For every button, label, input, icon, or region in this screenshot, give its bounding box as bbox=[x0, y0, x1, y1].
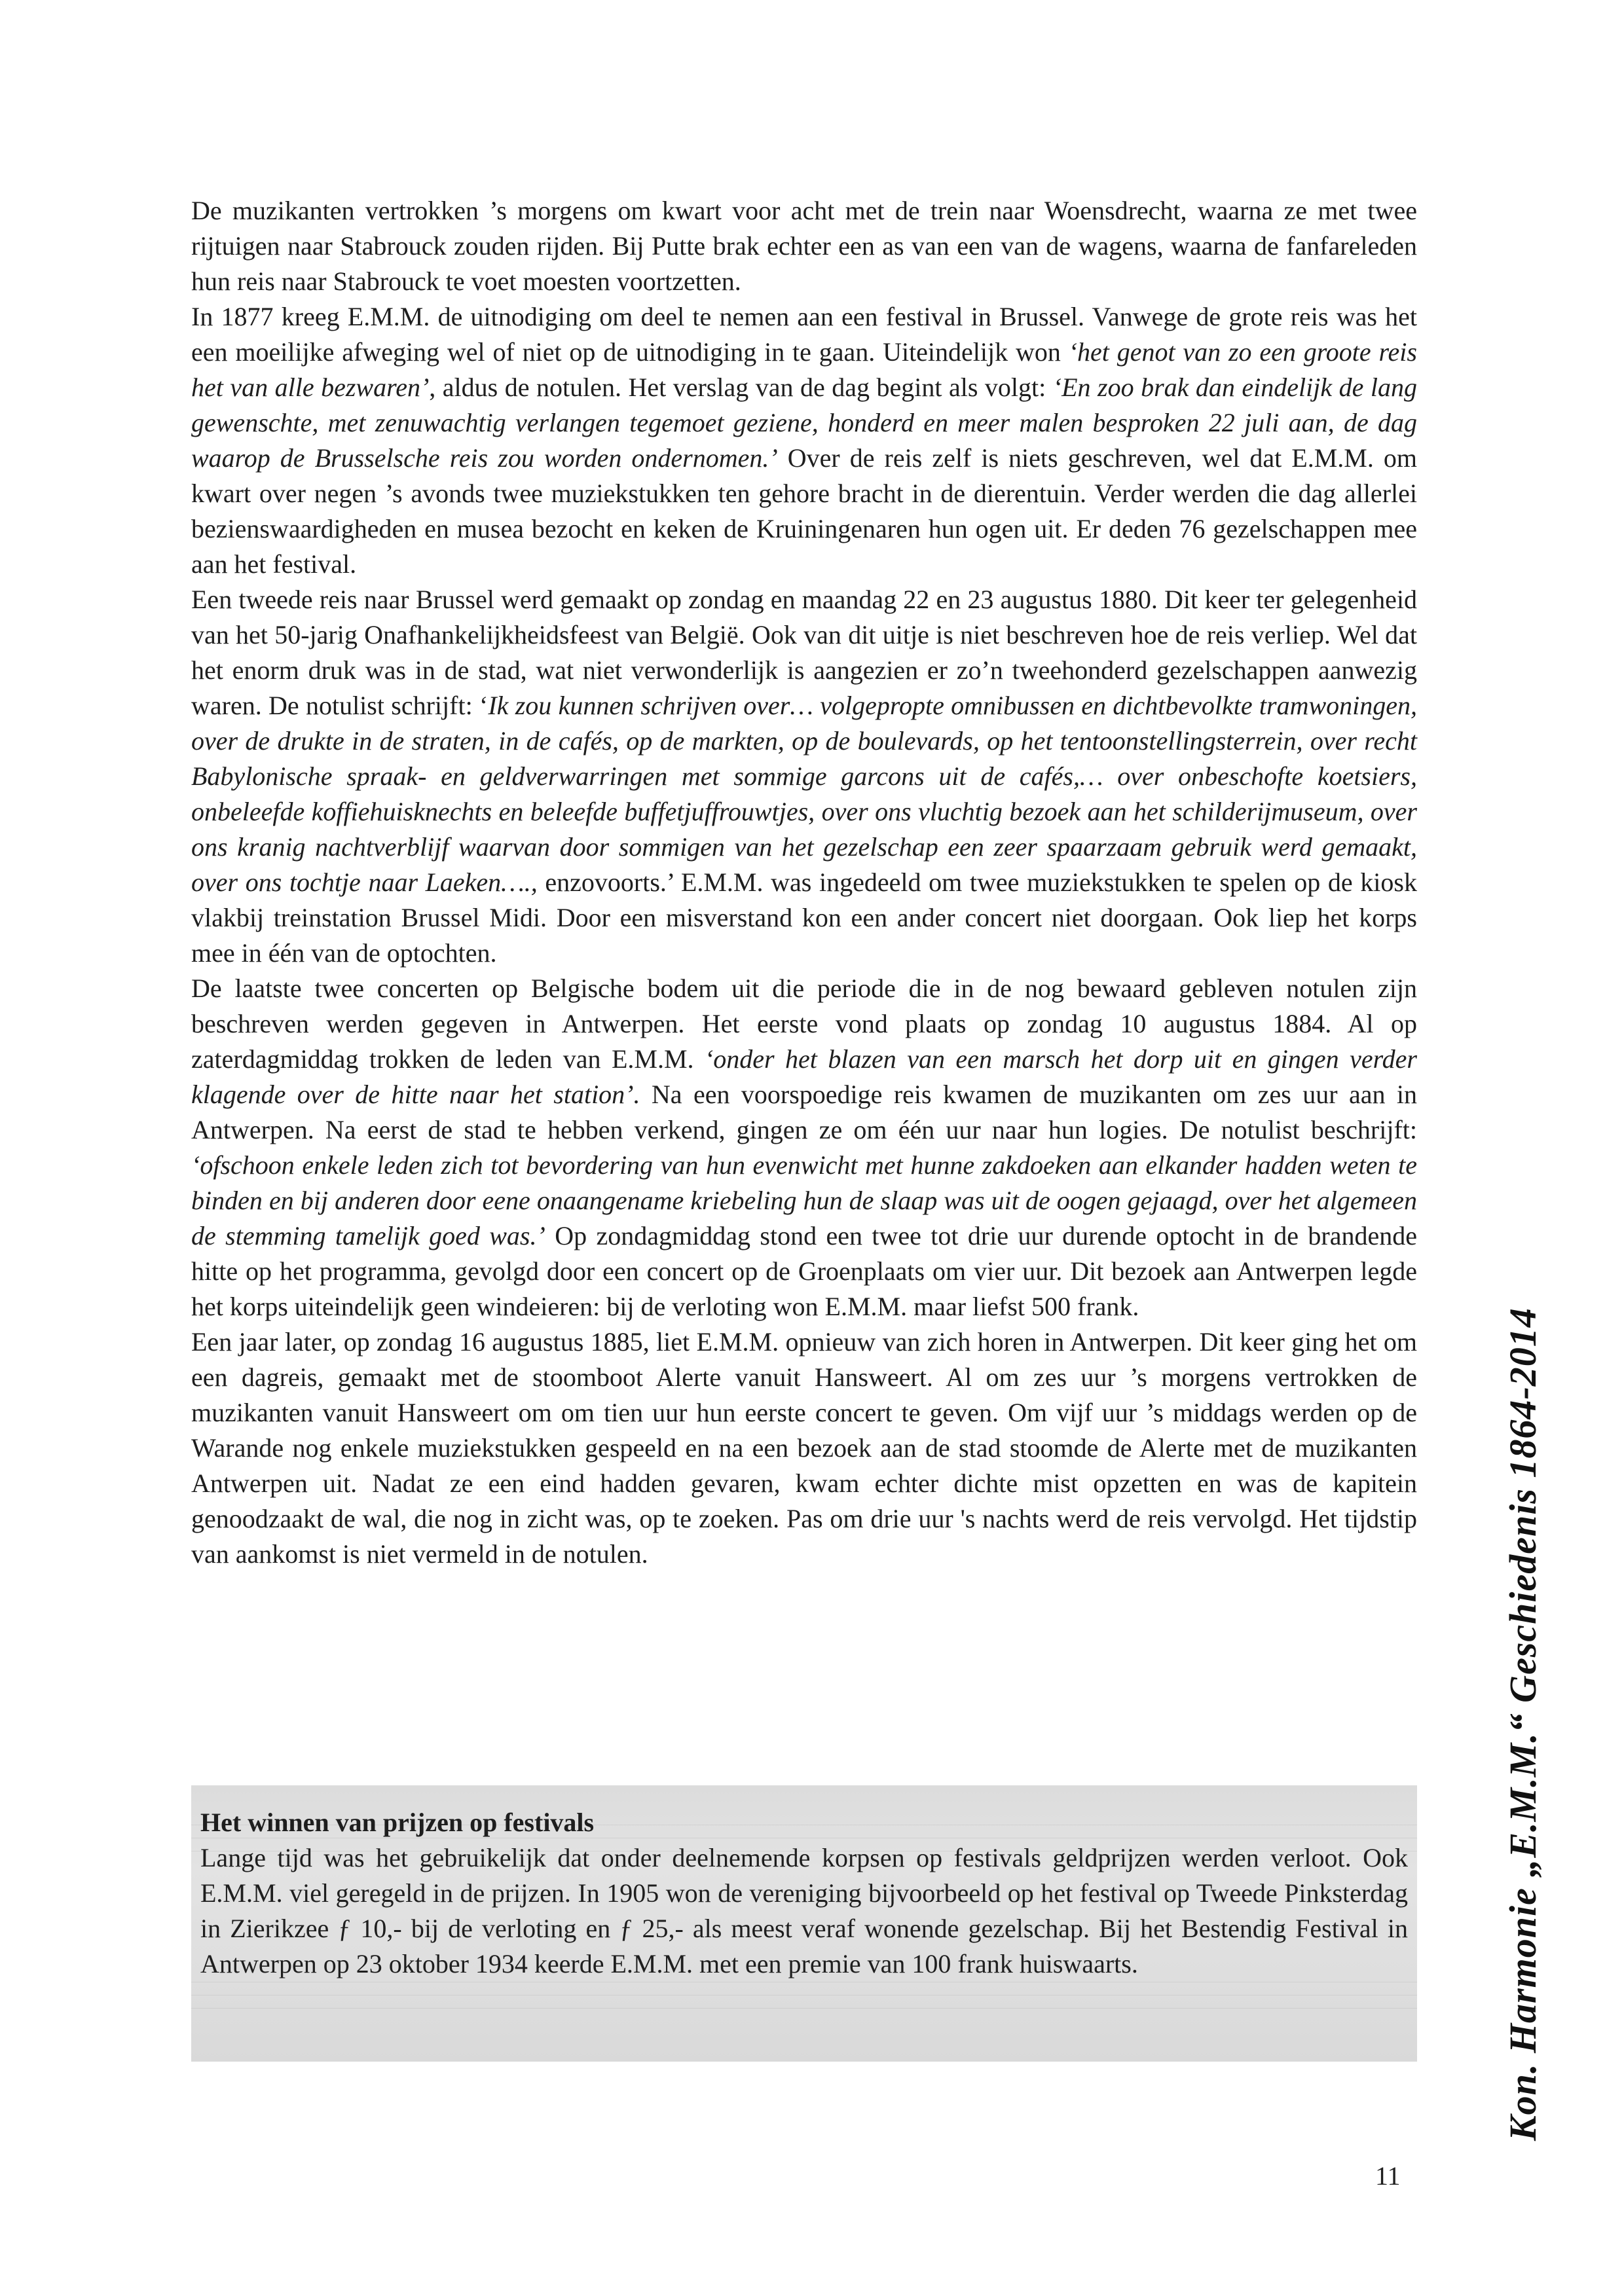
paragraph-4-text-2: Na een voorspoedige reis kwamen de muzikanten om zes uur aan in Antwerpen. Na eerst de stad te hebben verkend, gingen ze om één uur naar hun logies. De notulist beschrijft: bbox=[191, 1080, 1417, 1144]
paragraph-4-quote-1: ‘onder het blazen van een marsch het dorp uit en gingen verder klagende over de hitte naar het station’. bbox=[191, 1044, 1417, 1109]
paragraph-3 bbox=[191, 582, 1417, 971]
paragraph-4-quote-2: ‘ofschoon enkele leden zich tot bevordering van hun evenwicht met hunne zakdoeken aan elkander hadden weten te binden en bij anderen door eene onaangename kriebeling hun de slaap was uit de oogen gejaagd, over het algemeen de stemming tamelijk goed was.’ bbox=[191, 1150, 1417, 1250]
paragraph-3-text-1: Een tweede reis naar Brussel werd gemaakt op zondag en maandag 22 en 23 augustus 1880. Dit keer ter gelegenheid van het 50-jarig Onafhankelijkheidsfeest van België. Ook van dit uitje is niet beschreven hoe de reis verliep. Wel dat het enorm druk was in de stad, wat niet verwonderlijk is aangezien er zo’n tweehonderd gezelschappen aanwezig waren. De notulist schrijft: ‘ bbox=[191, 585, 1417, 720]
paragraph-3-text-2: enzovoorts.’ E.M.M. was ingedeeld om twee muziekstukken te spelen op de kiosk vlakbij treinstation Brussel Midi. Door een misverstand kon een ander concert niet doorgaan. Ook liep het korps mee in één van de optochten. bbox=[191, 867, 1417, 968]
paragraph-2-quote-1: ‘het genot van zo een groote reis het van alle bezwaren’ bbox=[191, 337, 1417, 402]
paragraph-2 bbox=[191, 299, 1417, 582]
sidebar-text: Lange tijd was het gebruikelijk dat onder deelnemende korpsen op festivals geldprijzen werden verloot. Ook E.M.M. viel geregeld in de prijzen. In 1905 won de vereniging bijvoorbeeld op het festival op Tweede Pinksterdag in Zierikzee ƒ 10,- bij de verloting en ƒ 25,- als meest veraf wonende gezelschap. Bij het Bestendig Festival in Antwerpen op 23 oktober 1934 keerde E.M.M. met een premie van 100 frank huiswaarts. bbox=[200, 1843, 1408, 1978]
paragraph-5: Een jaar later, op zondag 16 augustus 1885, liet E.M.M. opnieuw van zich horen in Antwerpen. Dit keer ging het om een dagreis, gemaakt met de stoomboot Alerte vanuit Hansweert. Al om zes uur ’s morgens vertrokken de muzikanten vanuit Hansweert om om tien uur hun eerste concert te geven. Om vijf uur ’s middags werden op de Warande nog enkele muziekstukken gespeeld en na een bezoek aan de stad stoomde de Alerte met de muzikanten Antwerpen uit. Nadat ze een eind hadden gevaren, kwam echter dichte mist opzetten en was de kapitein genoodzaakt de wal, die nog in zicht was, op te zoeken. Pas om drie uur 's nachts werd de reis vervolgd. Het tijdstip van aankomst is niet vermeld in de notulen. bbox=[191, 1327, 1417, 1569]
paragraph-1: De muzikanten vertrokken ’s morgens om kwart voor acht met de trein naar Woensdrecht, waarna ze met twee rijtuigen naar Stabrouck zouden rijden. Bij Putte brak echter een as van een van de wagens, waarna de fanfareleden hun reis naar Stabrouck te voet moesten voortzetten. bbox=[191, 196, 1417, 296]
paragraph-2-quote-2: ‘En zoo brak dan eindelijk de lang gewenschte, met zenuwachtig verlangen tegemoet geziene, honderd en meer malen besproken 22 juli aan, de dag waarop de Brusselsche reis zou worden ondernomen.’ bbox=[191, 373, 1417, 473]
paragraph-4 bbox=[191, 971, 1417, 1324]
running-title: Kon. Harmonie „E.M.M.“ Geschiedenis 1864-2014 bbox=[1502, 1307, 1544, 2141]
paragraph-4-text-1: De laatste twee concerten op Belgische bodem uit die periode die in de nog bewaard gebleven notulen zijn beschreven werden gegeven in Antwerpen. Het eerste vond plaats op zondag 10 augustus 1884. Al op zaterdagmiddag trokken de leden van E.M.M. bbox=[191, 974, 1417, 1074]
paragraph-4-text-3: Op zondagmiddag stond een twee tot drie uur durende optocht in de brandende hitte op het programma, gevolgd door een concert op de Groenplaats om vier uur. Dit bezoek aan Antwerpen legde het korps uiteindelijk geen windeieren: bij de verloting won E.M.M. maar liefst 500 frank. bbox=[191, 1221, 1418, 1321]
paragraph-2-text-3: Over de reis zelf is niets geschreven, wel dat E.M.M. om kwart over negen ’s avonds twee muziekstukken ten gehore bracht in de dierentuin. Verder werden die dag allerlei bezienswaardigheden en musea bezocht en keken de Kruiningenaren hun ogen uit. Er deden 76 gezelschappen mee aan het festival. bbox=[191, 443, 1418, 579]
paragraph-2-text-1: In 1877 kreeg E.M.M. de uitnodiging om deel te nemen aan een festival in Brussel. Vanwege de grote reis was het een moeilijke afweging wel of niet op de uitnodiging in te gaan. Uiteindelijk won bbox=[191, 302, 1417, 367]
staff-line bbox=[191, 2008, 1417, 2009]
main-text bbox=[191, 193, 1417, 1572]
paragraph-3-quote-1: Ik zou kunnen schrijven over… volgepropte omnibussen en dichtbevolkte tramwoningen, over de drukte in de straten, in de cafés, op de markten, op de boulevards, op het tentoonstellingsterrein, over recht Babylonische spraak- en geldverwarringen met sommige garcons uit de cafés,… over onbeschofte koetsiers, onbeleefde koffiehuisknechts en beleefde buffetjuffrouwtjes, over ons vluchtig bezoek aan het schilderijmuseum, over ons kranig nachtverblijf waarvan door sommigen van het gezelschap een zeer spaarzaam gebruik werd gemaakt, over ons tochtje naar Laeken…., bbox=[191, 691, 1418, 897]
sidebar-title: Het winnen van prijzen op festivals bbox=[200, 1808, 595, 1837]
page-number: 11 bbox=[1375, 2161, 1401, 2191]
sidebar-box bbox=[191, 1785, 1417, 2062]
paragraph-2-text-2: , aldus de notulen. Het verslag van de dag begint als volgt: bbox=[429, 373, 1053, 402]
